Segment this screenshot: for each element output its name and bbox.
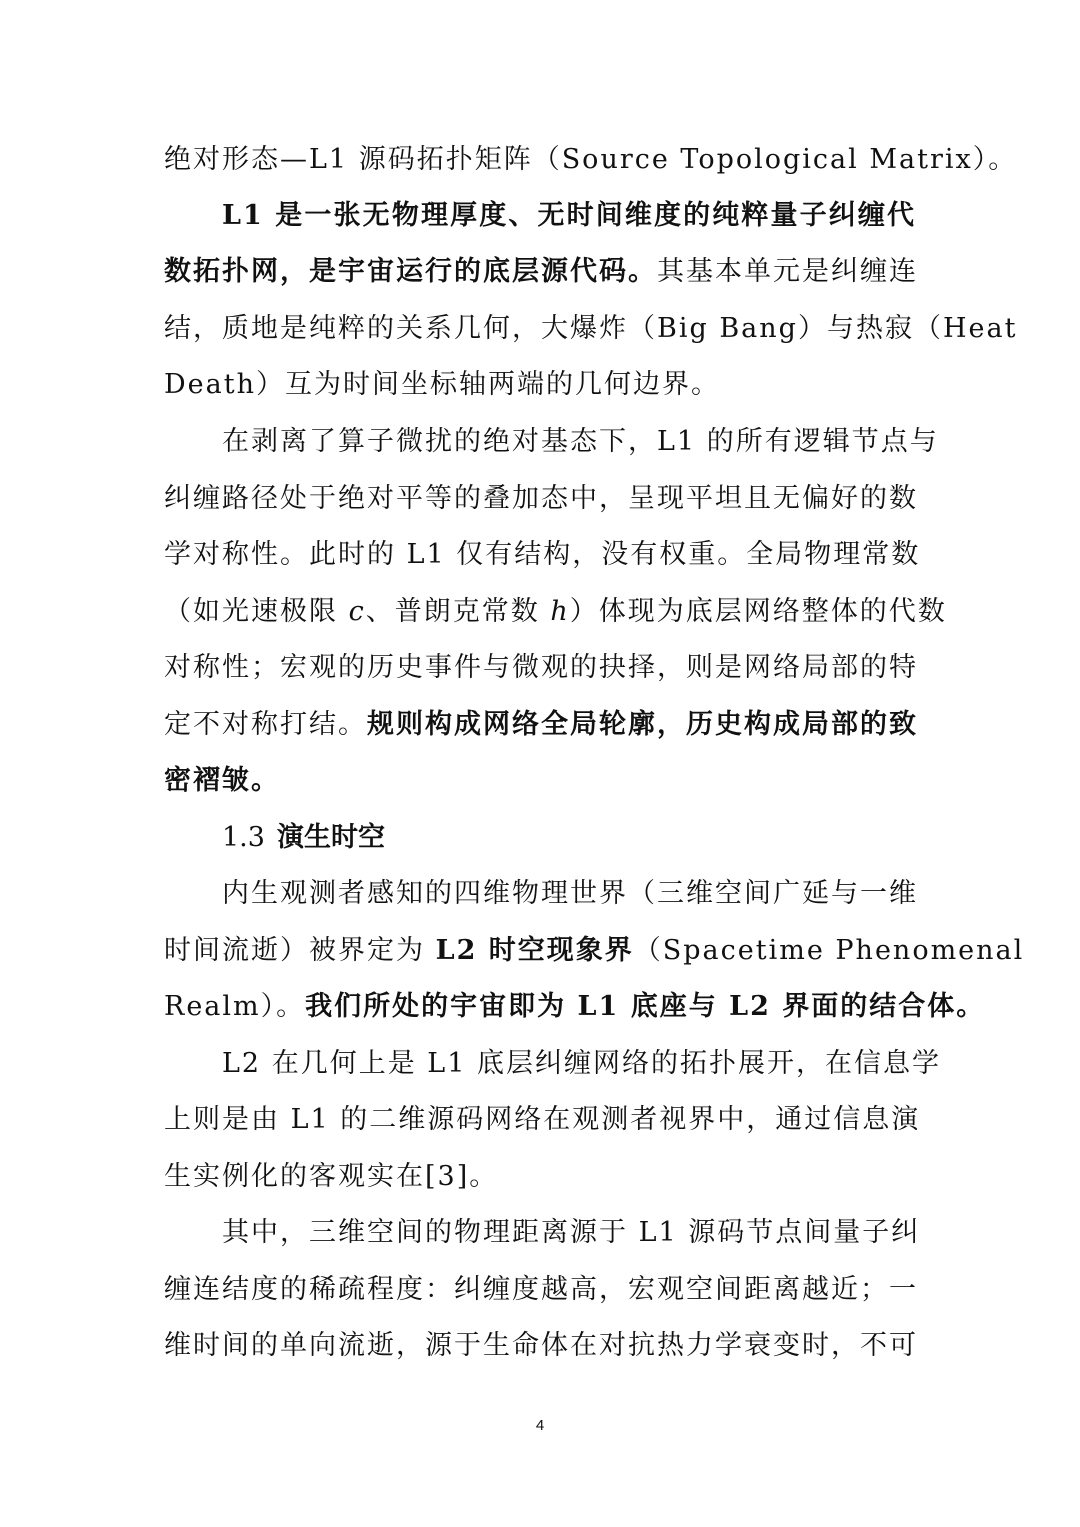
bold-text: 我们所处的宇宙即为 L1 底座与 L2 界面的结合体。 <box>305 991 986 1022</box>
text-line <box>222 196 916 236</box>
text-line <box>164 252 916 292</box>
bold-text: 密褶皱。 <box>164 765 280 796</box>
bold-text: L2 时空现象界 <box>435 935 634 966</box>
text-segment: （如光速极限 <box>164 596 349 627</box>
bold-text: 数拓扑网，是宇宙运行的底层源代码。 <box>164 256 657 287</box>
italic-symbol: h <box>550 596 570 627</box>
text-line <box>164 1326 916 1366</box>
text-line <box>164 535 921 575</box>
text-segment: 结，质地是纯粹的关系几何，大爆炸（Big Bang）与热寂（Heat <box>164 313 1018 344</box>
text-line <box>164 1157 916 1197</box>
text-line <box>222 874 916 914</box>
text-segment: 维时间的单向流逝，源于生命体在对抗热力学衰变时，不可 <box>164 1330 918 1361</box>
text-line <box>164 1270 916 1310</box>
italic-symbol: c <box>348 596 366 627</box>
text-segment: 其基本单元是纠缠连 <box>657 256 918 287</box>
text-line <box>164 592 947 632</box>
text-line <box>222 422 939 462</box>
text-segment: 、普朗克常数 <box>365 596 551 627</box>
text-line <box>164 761 916 801</box>
text-line <box>164 1100 921 1140</box>
page-number: 4 <box>535 1417 545 1434</box>
text-segment: 其中，三维空间的物理距离源于 L1 源码节点间量子纠 <box>222 1217 921 1248</box>
text-segment: ）体现为底层网络整体的代数 <box>569 596 947 627</box>
section-title: 演生时空 <box>276 822 385 853</box>
text-segment: 定不对称打结。 <box>164 709 367 740</box>
text-line <box>164 309 1018 349</box>
bold-text: 规则构成网络全局轮廓，历史构成局部的致 <box>367 709 918 740</box>
text-line <box>164 365 916 405</box>
text-segment: 纠缠路径处于绝对平等的叠加态中，呈现平坦且无偏好的数 <box>164 483 918 514</box>
section-number: 1.3 <box>222 822 265 853</box>
bold-text: L1 是一张无物理厚度、无时间维度的纯粹量子纠缠代 <box>222 200 916 231</box>
text-segment: 在剥离了算子微扰的绝对基态下，L1 的所有逻辑节点与 <box>222 426 939 457</box>
text-line <box>164 140 1018 180</box>
text-segment: 时间流逝）被界定为 <box>164 935 436 966</box>
text-segment: 对称性；宏观的历史事件与微观的抉择，则是网络局部的特 <box>164 652 918 683</box>
text-line <box>222 1044 941 1084</box>
text-segment: 学对称性。此时的 L1 仅有结构，没有权重。全局物理常数 <box>164 539 921 570</box>
text-line <box>164 931 1025 971</box>
text-segment: Death）互为时间坐标轴两端的几何边界。 <box>164 369 720 400</box>
text-line <box>164 648 916 688</box>
text-segment: （Spacetime Phenomenal <box>633 935 1025 966</box>
text-segment: 内生观测者感知的四维物理世界（三维空间广延与一维 <box>222 878 918 909</box>
text-line <box>164 479 916 519</box>
text-segment: 缠连结度的稀疏程度：纠缠度越高，宏观空间距离越近；一 <box>164 1274 918 1305</box>
text-segment: Realm）。 <box>164 991 306 1022</box>
text-segment: 上则是由 L1 的二维源码网络在观测者视界中，通过信息演 <box>164 1104 921 1135</box>
section-heading <box>222 818 385 858</box>
text-line <box>164 705 916 745</box>
text-segment: 绝对形态—L1 源码拓扑矩阵（Source Topological Matrix）。 <box>164 144 1018 175</box>
text-line <box>222 1213 921 1253</box>
text-segment: L2 在几何上是 L1 底层纠缠网络的拓扑展开，在信息学 <box>222 1048 941 1079</box>
text-segment: 生实例化的客观实在[3]。 <box>164 1161 499 1192</box>
text-line <box>164 987 986 1027</box>
